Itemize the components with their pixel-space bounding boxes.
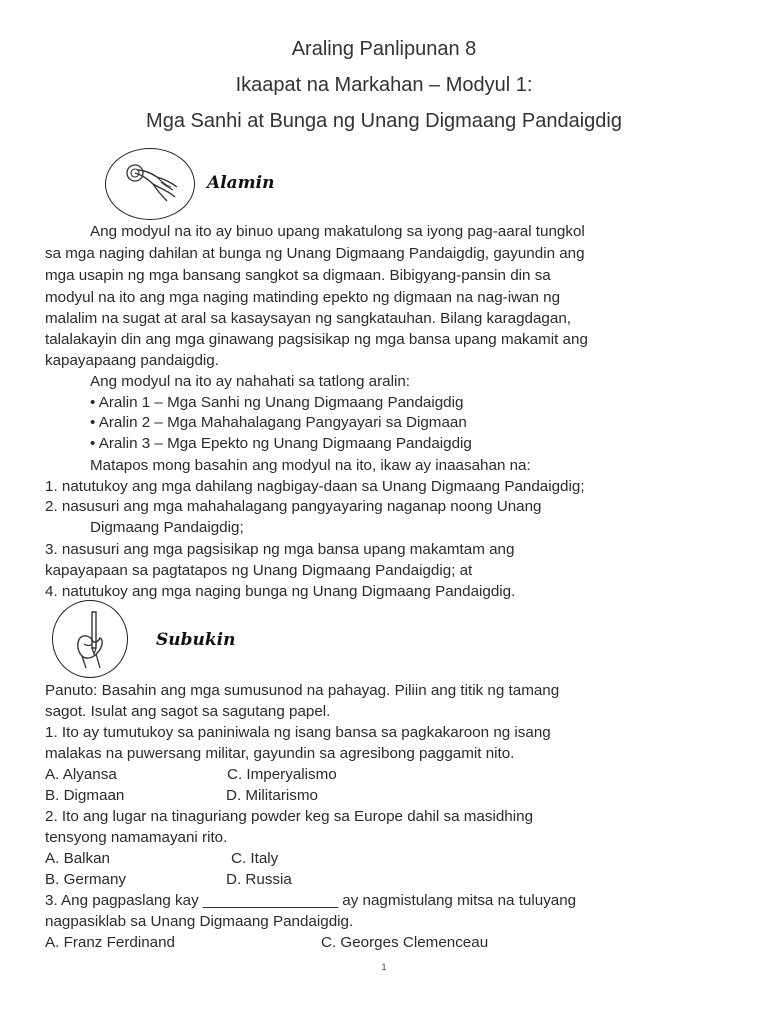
subject-title: Araling Panlipunan 8	[291, 38, 477, 60]
intro-line: sa mga naging dahilan at bunga ng Unang Digmaang Pandaigdig, gayundin ang	[45, 245, 585, 262]
subukin-section-header	[52, 600, 235, 678]
intro-line: talalakayin din ang mga ginawang pagsisikap ng mga bansa upang makamit ang	[45, 331, 588, 348]
intro-line: Ang modyul na ito ay binuo upang makatulong sa iyong pag-aaral tungkol	[90, 223, 585, 240]
objective-item: kapayapaan sa pagtatapos ng Unang Digmaang Pandaigdig; at	[45, 562, 473, 579]
question-1-option-d: D. Militarismo	[226, 787, 318, 804]
question-2-option-c: C. Italy	[231, 850, 279, 867]
alamin-section-header	[105, 148, 274, 220]
objective-item: 1. natutukoy ang mga dahilang nagbigay-daan sa Unang Digmaang Pandaigdig;	[45, 478, 585, 495]
question-1-option-a: A. Alyansa	[45, 766, 117, 783]
question-1-stem: malakas na puwersang militar, gayundin sa agresibong paggamit nito.	[45, 745, 515, 762]
lessons-intro: Ang modyul na ito ay nahahati sa tatlong aralin:	[90, 373, 410, 390]
question-2-stem: 2. Ito ang lugar na tinaguriang powder keg sa Europe dahil sa masidhing	[45, 808, 534, 825]
intro-line: kapayapaang pandaigdig.	[45, 352, 219, 369]
question-2-option-b: B. Germany	[45, 871, 127, 888]
question-1-option-b: B. Digmaan	[45, 787, 125, 804]
instructions-line: Panuto: Basahin ang mga sumusunod na pahayag. Piliin ang titik ng tamang	[45, 682, 560, 699]
question-2-stem: tensyong namamayani rito.	[45, 829, 228, 846]
lesson-item: • Aralin 2 – Mga Mahahalagang Pangyayari sa Digmaan	[90, 414, 467, 431]
hand-holding-pencil-icon	[52, 600, 128, 678]
intro-line: modyul na ito ang mga naging matinding epekto ng digmaan na nag-iwan ng	[45, 289, 561, 306]
objective-item: 3. nasusuri ang mga pagsisikap ng mga bansa upang makamtam ang	[45, 541, 515, 558]
question-3-stem: nagpasiklab sa Unang Digmaang Pandaigdig.	[45, 913, 354, 930]
intro-line: malalim na sugat at aral sa kasaysayan ng sangkatauhan. Bilang karagdagan,	[45, 310, 571, 327]
lesson-item: • Aralin 3 – Mga Epekto ng Unang Digmaang Pandaigdig	[90, 435, 472, 452]
question-3-option-a: A. Franz Ferdinand	[45, 934, 175, 951]
question-1-option-c: C. Imperyalismo	[227, 766, 337, 783]
objective-item: 2. nasusuri ang mga mahahalagang pangyayaring naganap noong Unang	[45, 498, 542, 515]
objective-item: Digmaang Pandaigdig;	[90, 519, 244, 536]
objective-item: 4. natutukoy ang mga naging bunga ng Unang Digmaang Pandaigdig.	[45, 583, 516, 600]
alamin-heading: Alamin	[207, 173, 275, 193]
topic-title: Mga Sanhi at Bunga ng Unang Digmaang Pandaigdig	[146, 110, 622, 132]
question-3-stem: 3. Ang pagpaslang kay ________________ ay nagmistulang mitsa na tuluyang	[45, 892, 577, 909]
lesson-item: • Aralin 1 – Mga Sanhi ng Unang Digmaang Pandaigdig	[90, 394, 464, 411]
question-3-option-c: C. Georges Clemenceau	[321, 934, 489, 951]
instructions-line: sagot. Isulat ang sagot sa sagutang papel.	[45, 703, 331, 720]
question-2-option-d: D. Russia	[226, 871, 292, 888]
objectives-intro: Matapos mong basahin ang modyul na ito, ikaw ay inaasahan na:	[90, 457, 531, 474]
subukin-heading: Subukin	[156, 630, 236, 650]
module-title: Ikaapat na Markahan – Modyul 1:	[235, 74, 533, 96]
intro-line: mga usapin ng mga bansang sangkot sa digmaan. Bibigyang-pansin din sa	[45, 267, 551, 284]
question-1-stem: 1. Ito ay tumutukoy sa paniniwala ng isang bansa sa pagkakaroon ng isang	[45, 724, 551, 741]
pointing-hand-icon	[105, 148, 195, 220]
page-number: 1	[381, 962, 387, 972]
question-2-option-a: A. Balkan	[45, 850, 111, 867]
